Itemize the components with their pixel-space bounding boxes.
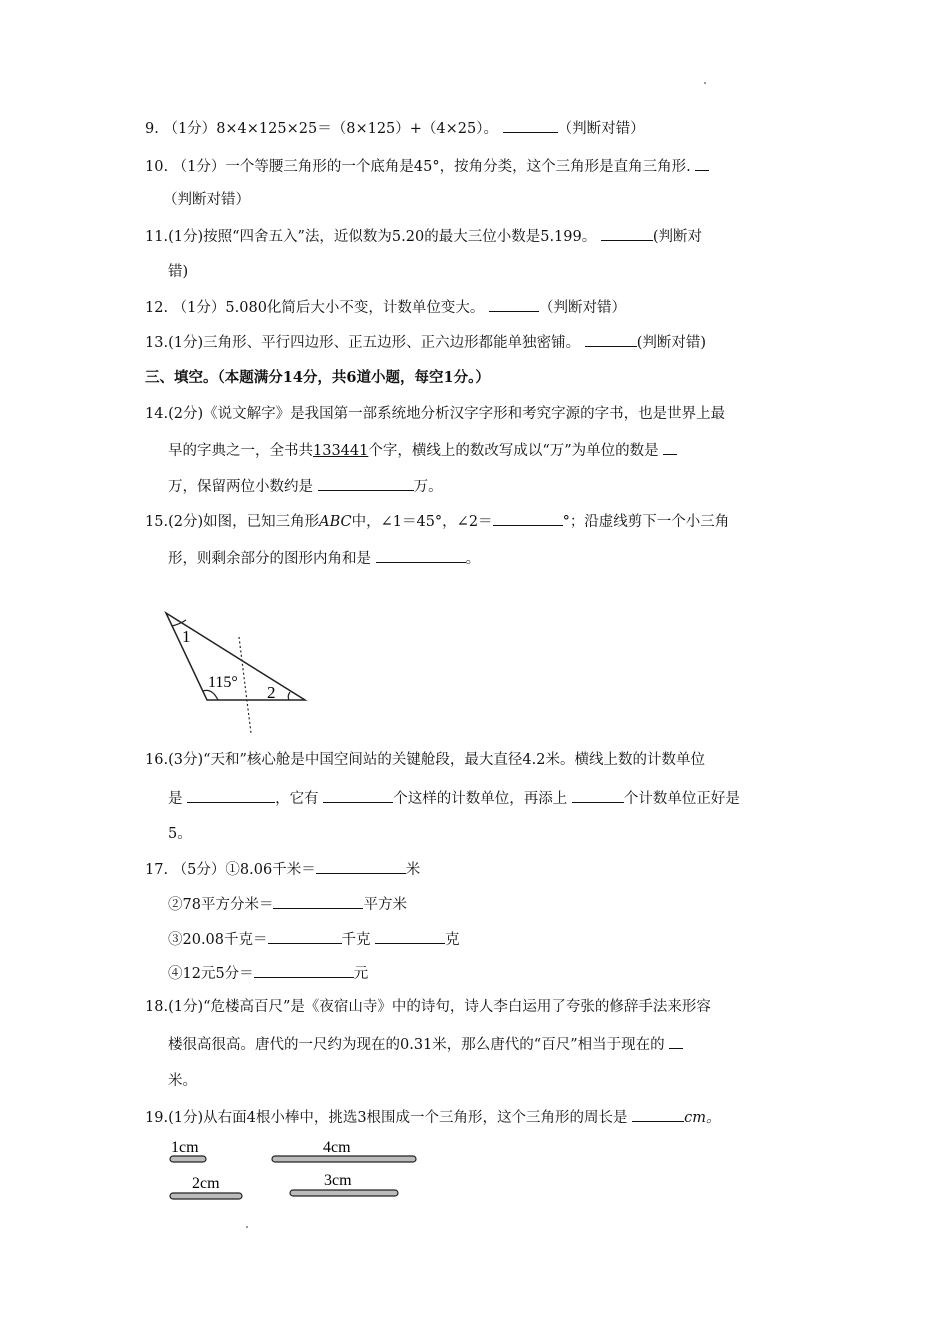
- q18-line2: [168, 1034, 683, 1055]
- q17-part1-text: ①8.06千米＝: [225, 862, 316, 878]
- q15-score: (2分): [168, 514, 204, 530]
- question-10: [145, 156, 709, 177]
- q19-text: 从右面4根小棒中，挑选3根围成一个三角形，这个三角形的周长是: [203, 1110, 628, 1126]
- q11-continuation: [168, 262, 188, 282]
- stick-3cm: [290, 1172, 398, 1196]
- q17-part2: [168, 894, 407, 915]
- q13-text: 三角形、平行四边形、正五边形、正六边形都能单独密铺。: [203, 335, 581, 351]
- dashed-cut-line: [239, 637, 251, 733]
- q15-text-c: °；沿虚线剪下一个小三角: [562, 514, 730, 530]
- q9-text: 8×4×125×25＝（8×125）+（4×25）。: [216, 121, 498, 137]
- q14-score: (2分): [168, 406, 204, 422]
- q12-score: （1分）: [172, 300, 226, 316]
- triangle-figure: [150, 600, 320, 740]
- q12-suffix: （判断对错）: [539, 300, 627, 316]
- q13-score: (1分): [168, 335, 204, 351]
- question-9: [145, 118, 645, 139]
- q14-line3: [168, 476, 443, 497]
- q15-answer-blank-1[interactable]: [493, 511, 563, 526]
- q14-underlined-number: 133441: [313, 443, 369, 459]
- angle-2-label: 2: [267, 683, 276, 702]
- q15-text-a: 如图，已知三角形: [203, 514, 320, 530]
- q17-part3-text: ③20.08千克＝: [168, 932, 268, 948]
- q10-answer-blank[interactable]: [695, 156, 709, 171]
- q16-text-d: 个计数单位正好是: [623, 791, 740, 807]
- q17-part3-unit1: 千克: [341, 932, 371, 948]
- q17-number: 17.: [145, 862, 169, 878]
- q12-answer-blank[interactable]: [489, 297, 539, 312]
- q16-text-b: ，它有: [275, 791, 319, 807]
- section-3-heading: 三、填空。（本题满分14分，共6道小题，每空1分。）: [145, 369, 490, 386]
- angle-2-arc: [288, 692, 290, 700]
- q11-suffix-end: 错): [168, 264, 189, 280]
- q17-answer-blank-1[interactable]: [316, 859, 406, 874]
- q15-line2: [168, 548, 480, 569]
- q17-part3: [168, 929, 460, 950]
- q14-text-line2b: 个字，横线上的数改写成以“万”为单位的数是: [368, 443, 659, 459]
- stick-1cm-label: 1cm: [171, 1139, 199, 1156]
- sticks-figure: [150, 1125, 440, 1245]
- angle-b-label: 115°: [208, 674, 238, 691]
- q17-answer-blank-3[interactable]: [268, 929, 342, 944]
- stick-2cm-label: 2cm: [192, 1175, 220, 1192]
- q14-text-line1: 《说文解字》是我国第一部系统地分析汉字字形和考究字源的字书，也是世界上最: [203, 406, 726, 422]
- q14-line2: [168, 440, 677, 461]
- q18-number: 18.: [145, 999, 169, 1015]
- q17-score: （5分）: [172, 862, 226, 878]
- stick-3cm-label: 3cm: [324, 1172, 352, 1189]
- q11-answer-blank[interactable]: [601, 226, 653, 241]
- angle-1-label: 1: [182, 627, 191, 646]
- q13-number: 13.: [145, 335, 169, 351]
- q9-answer-blank[interactable]: [503, 118, 558, 133]
- q9-suffix: （判断对错）: [557, 121, 645, 137]
- stick-4cm-label: 4cm: [323, 1139, 351, 1156]
- q17-part1-unit: 米: [405, 862, 421, 878]
- question-16: [145, 750, 705, 770]
- q9-number: 9.: [145, 121, 159, 137]
- q10-number: 10.: [145, 159, 169, 175]
- q16-answer-blank-3[interactable]: [572, 788, 624, 803]
- q15-text-line2b: 。: [465, 551, 481, 567]
- q16-text-line1: “天和”核心舱是中国空间站的关键舱段，最大直径4.2米。横线上数的计数单位: [203, 752, 705, 768]
- q17-answer-blank-2[interactable]: [273, 894, 363, 909]
- q11-suffix: (判断对: [652, 229, 703, 245]
- q17-answer-blank-5[interactable]: [254, 963, 354, 978]
- question-12: [145, 297, 626, 318]
- stick-2cm: [170, 1175, 242, 1199]
- speck: [246, 1226, 248, 1228]
- q16-line3: 5。: [168, 826, 192, 842]
- q15-text-line2a: 形，则剩余部分的图形内角和是: [168, 551, 371, 567]
- q18-answer-blank[interactable]: [669, 1034, 683, 1049]
- q18-score: (1分): [168, 999, 204, 1015]
- q18-text-line2: 楼很高很高。唐代的一尺约为现在的0.31米，那么唐代的“百尺”相当于现在的: [168, 1037, 665, 1053]
- q16-number: 16.: [145, 752, 169, 768]
- q15-text-b: 中，∠1＝45°，∠2＝: [351, 514, 493, 530]
- q14-text-line2a: 早的字典之一，全书共: [168, 443, 313, 459]
- q13-suffix: (判断对错): [636, 335, 707, 351]
- q18-line3: 米。: [168, 1073, 197, 1089]
- question-17: [145, 859, 420, 880]
- q10-suffix: （判断对错）: [163, 192, 250, 208]
- q16-score: (3分): [168, 752, 204, 768]
- question-14: [145, 404, 725, 424]
- q16-line2: [168, 788, 740, 809]
- q11-text: 按照“四舍五入”法，近似数为5.20的最大三位小数是5.199。: [203, 229, 597, 245]
- q9-score: （1分）: [163, 121, 217, 137]
- q14-answer-blank-2[interactable]: [318, 476, 414, 491]
- q15-triangle-name: ABC: [319, 514, 352, 530]
- q17-part2-text: ②78平方分米＝: [168, 897, 274, 913]
- q10-score: （1分）: [172, 159, 226, 175]
- q17-part4-text: ④12元5分＝: [168, 966, 254, 982]
- stick-1cm: [170, 1139, 206, 1162]
- question-11: [145, 226, 702, 247]
- q11-number: 11.: [145, 229, 169, 245]
- q14-text-line3b: 万。: [413, 479, 443, 495]
- q19-unit: cm。: [684, 1110, 721, 1126]
- q11-score: (1分): [168, 229, 204, 245]
- q17-part2-unit: 平方米: [363, 897, 407, 913]
- q10-text: 一个等腰三角形的一个底角是45°，按角分类，这个三角形是直角三角形.: [225, 159, 691, 175]
- q15-answer-blank-2[interactable]: [376, 548, 466, 563]
- question-18: [145, 997, 711, 1017]
- q17-part4-unit: 元: [353, 966, 369, 982]
- q13-answer-blank[interactable]: [585, 332, 637, 347]
- q14-text-line3a: 万，保留两位小数约是: [168, 479, 313, 495]
- q16-text-c: 个这样的计数单位，再添上: [393, 791, 568, 807]
- q16-answer-blank-2[interactable]: [323, 788, 393, 803]
- q17-answer-blank-4[interactable]: [375, 929, 445, 944]
- speck: [704, 82, 706, 84]
- question-13: [145, 332, 706, 353]
- q12-number: 12.: [145, 300, 169, 316]
- q17-part3-unit2: 克: [445, 932, 460, 948]
- q17-part4: [168, 963, 368, 984]
- q16-text-a: 是: [168, 791, 183, 807]
- stick-4cm: [272, 1139, 416, 1162]
- q14-answer-blank-1[interactable]: [663, 440, 677, 455]
- q12-text: 5.080化简后大小不变，计数单位变大。: [225, 300, 485, 316]
- question-15: [145, 511, 729, 532]
- q18-text-line1: “危楼高百尺”是《夜宿山寺》中的诗句，诗人李白运用了夸张的修辞手法来形容: [203, 999, 711, 1015]
- q16-answer-blank-1[interactable]: [187, 788, 275, 803]
- q10-suffix-line: [163, 190, 250, 210]
- q19-score: (1分): [168, 1110, 204, 1126]
- q14-number: 14.: [145, 406, 169, 422]
- q19-number: 19.: [145, 1110, 169, 1126]
- q15-number: 15.: [145, 514, 169, 530]
- q19-answer-blank[interactable]: [632, 1107, 684, 1122]
